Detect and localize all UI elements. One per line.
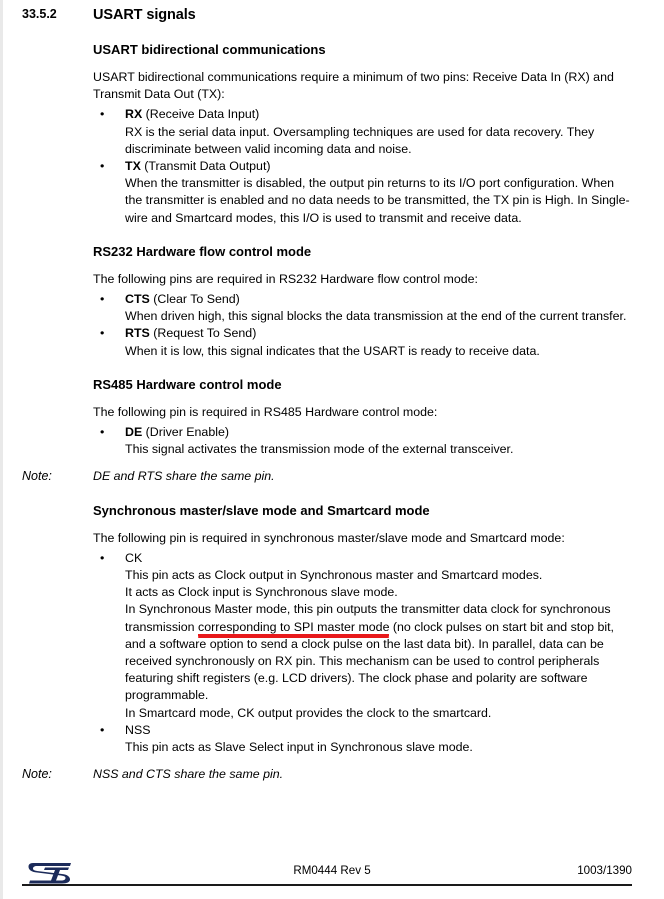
bullet-icon: • xyxy=(100,550,105,565)
block-bidirectional xyxy=(0,41,664,227)
list-item xyxy=(93,722,633,739)
spacer xyxy=(93,394,633,404)
term-nss: NSS xyxy=(125,722,151,737)
footer-document-ref: RM0444 Rev 5 xyxy=(293,864,371,877)
block-rs232 xyxy=(0,243,664,360)
note-body-col xyxy=(93,766,633,783)
rs485-list xyxy=(93,424,633,458)
heading-bidirectional: USART bidirectional communications xyxy=(93,42,326,57)
bullet-icon: • xyxy=(100,722,105,737)
bidirectional-body xyxy=(93,41,633,227)
page-title: USART signals xyxy=(93,7,196,23)
heading-sync: Synchronous master/slave mode and Smartcard mode xyxy=(93,502,430,518)
ck-para-1: This pin acts as Clock output in Synchronous master and Smartcard modes. xyxy=(125,568,543,583)
list-item xyxy=(93,158,633,175)
term-tx: TX xyxy=(125,159,141,174)
term-cts: CTS xyxy=(125,292,150,307)
rs485-body xyxy=(93,376,633,459)
rs485-intro: The following pin is required in RS485 Hardware control mode: xyxy=(93,404,438,419)
ck-para-4: In Smartcard mode, CK output provides the clock to the smartcard. xyxy=(125,705,492,720)
bullet-icon: • xyxy=(100,107,105,122)
term-cts-rest: (Clear To Send) xyxy=(149,292,240,307)
annotation-underline-spi-master-mode: corresponding to SPI master mode xyxy=(198,619,390,634)
spacer xyxy=(0,227,664,243)
term-rts: RTS xyxy=(125,326,150,341)
ck-para-2: It acts as Clock input is Synchronous slave mode. xyxy=(125,585,398,600)
block-rs485 xyxy=(0,376,664,459)
list-item xyxy=(93,291,633,308)
rs232-intro: The following pins are required in RS232 Hardware flow control mode: xyxy=(93,271,478,286)
ck-para-3-after: (no clock pulses on start bit and stop bit, and a software option to send a clock pulse on the last data bit). In parallel, data can be received synchronously on RX pin. This mechanism can be used to control peripherals featuring shift registers (e.g. LCD drivers). The clock phase and polarity are software programmable. xyxy=(125,619,614,703)
note-text: NSS and CTS share the same pin. xyxy=(93,767,284,782)
note-sync xyxy=(0,766,664,783)
spacer xyxy=(0,360,664,376)
spacer xyxy=(0,25,664,41)
spacer xyxy=(93,520,633,530)
list-item xyxy=(93,424,633,441)
bidirectional-list xyxy=(93,106,633,226)
list-item xyxy=(93,325,633,342)
note-text: DE and RTS share the same pin. xyxy=(93,469,275,484)
ck-para-3-before: In Synchronous Master mode, this pin outputs the transmitter data clock for synchronous transmission xyxy=(125,602,611,634)
sync-intro: The following pin is required in synchronous master/slave mode and Smartcard mode: xyxy=(93,530,565,545)
note-label: Note: xyxy=(22,767,52,782)
footer-divider xyxy=(22,884,632,886)
section-title-col xyxy=(93,6,633,25)
rs232-body xyxy=(93,243,633,360)
spacer xyxy=(0,756,664,766)
list-item xyxy=(93,106,633,123)
list-item-body: When driven high, this signal blocks the data transmission at the end of the current transfer. xyxy=(125,309,627,324)
list-item-body: When it is low, this signal indicates that the USART is ready to receive data. xyxy=(125,343,540,358)
term-rx-rest: (Receive Data Input) xyxy=(142,107,260,122)
section-title-row xyxy=(0,6,664,25)
term-rx: RX xyxy=(125,107,143,122)
heading-rs485: RS485 Hardware control mode xyxy=(93,376,282,392)
list-item-body: When the transmitter is disabled, the output pin returns to its I/O port configuration. When the transmitter is enabled and no data needs to be transmitted, the TX pin is High. In Single-wire and Smartcard modes, this I/O is used to transmit and receive data. xyxy=(125,176,630,225)
list-item-body: RX is the serial data input. Oversampling techniques are used for data recovery. They discriminate between valid incoming data and noise. xyxy=(125,124,595,156)
spacer xyxy=(93,59,633,69)
term-de: DE xyxy=(125,425,143,440)
sync-body xyxy=(93,502,633,757)
rs232-list xyxy=(93,291,633,360)
spacer xyxy=(0,458,664,468)
page-footer xyxy=(0,839,664,899)
spacer xyxy=(93,261,633,271)
bullet-icon: • xyxy=(100,159,105,174)
term-de-rest: (Driver Enable) xyxy=(142,425,229,440)
bullet-icon: • xyxy=(100,326,105,341)
sync-list xyxy=(93,550,633,756)
heading-rs232: RS232 Hardware flow control mode xyxy=(93,243,312,259)
block-sync xyxy=(0,502,664,757)
list-item-body: This signal activates the transmission mode of the external transceiver. xyxy=(125,442,514,457)
bidirectional-intro: USART bidirectional communications require a minimum of two pins: Receive Data In (RX) and Transmit Data Out (TX): xyxy=(93,70,614,102)
note-label: Note: xyxy=(22,469,52,484)
section-number: 33.5.2 xyxy=(22,7,57,21)
term-ck: CK xyxy=(125,550,143,565)
note-rs485 xyxy=(0,468,664,485)
spacer xyxy=(0,486,664,502)
term-rts-rest: (Request To Send) xyxy=(149,326,257,341)
bullet-icon: • xyxy=(100,425,105,440)
nss-body: This pin acts as Slave Select input in Synchronous slave mode. xyxy=(125,740,473,755)
bullet-icon: • xyxy=(100,292,105,307)
list-item xyxy=(93,550,633,567)
ck-para-3 xyxy=(93,601,633,704)
footer-page-number: 1003/1390 xyxy=(577,864,632,877)
note-body-col xyxy=(93,468,633,485)
term-tx-rest: (Transmit Data Output) xyxy=(140,159,271,174)
